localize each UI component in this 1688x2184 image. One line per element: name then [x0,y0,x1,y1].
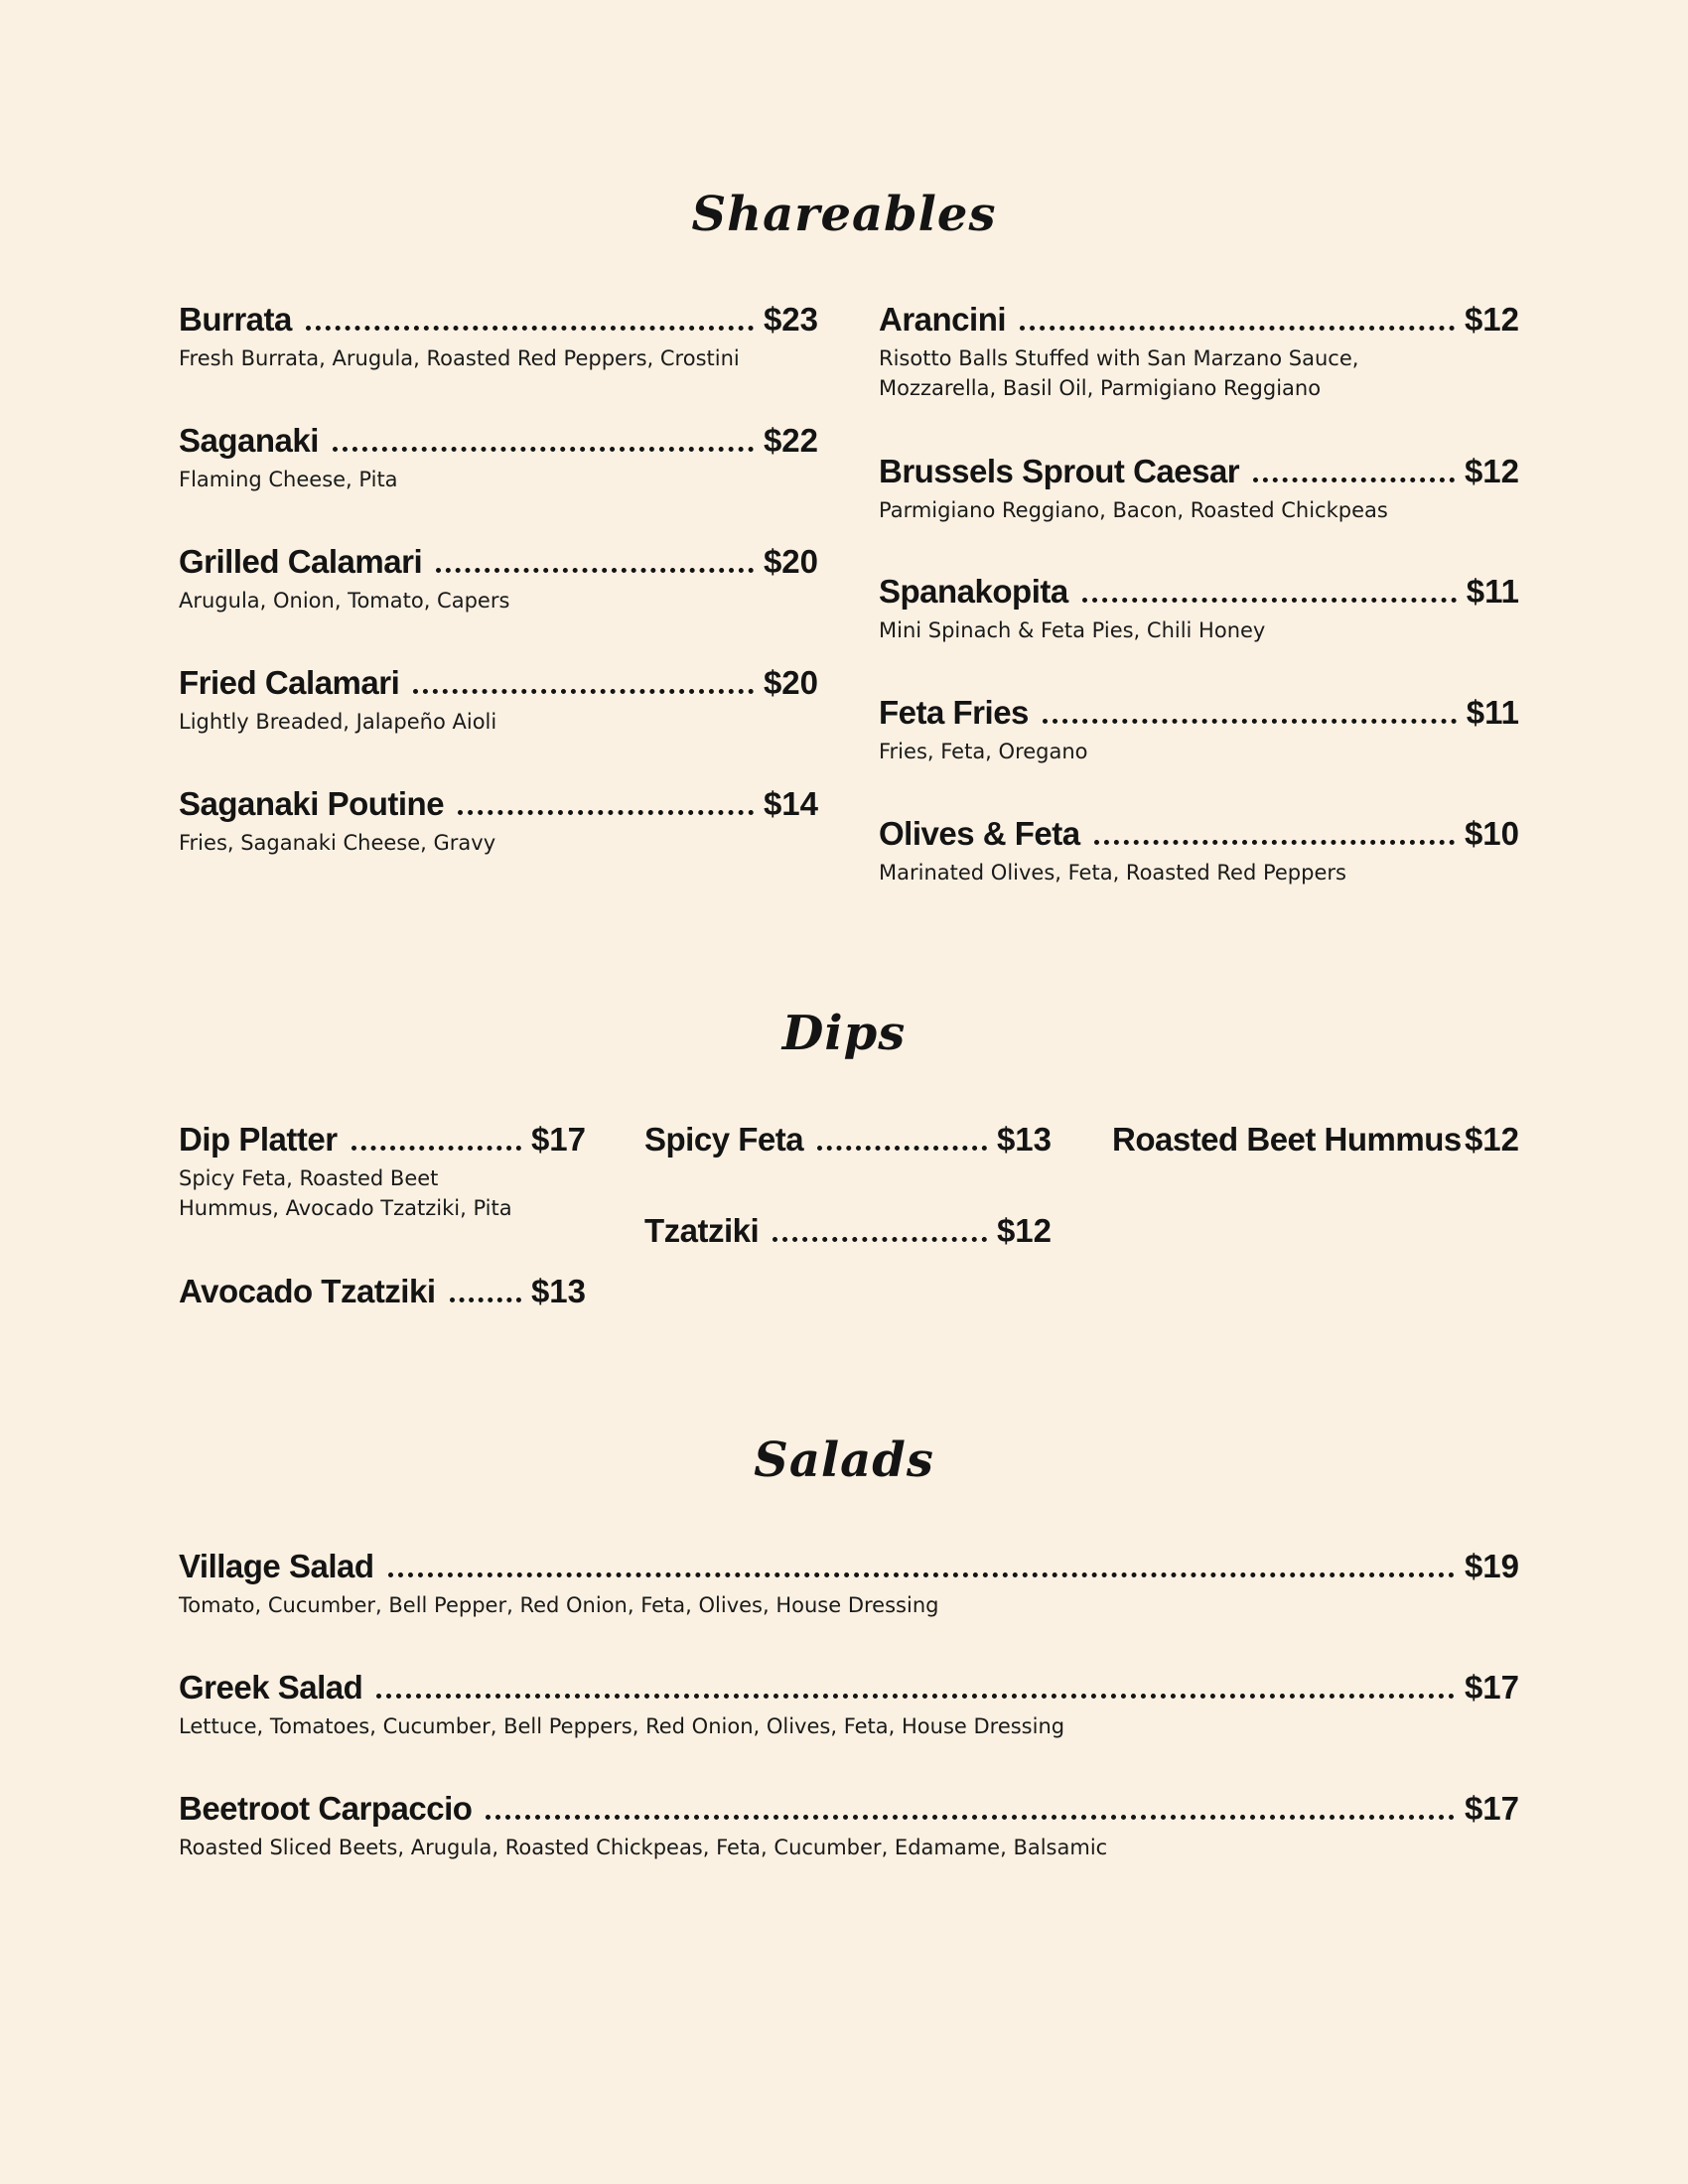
item-price: $11 [1466,694,1519,731]
item-price: $22 [763,422,818,459]
item-price: $13 [530,1273,586,1309]
dot-leader [817,1146,987,1151]
menu-item-roasted-beet-hummus [1112,1120,1519,1160]
dot-leader [773,1237,987,1242]
item-price: $12 [996,1212,1052,1249]
dot-leader [1020,326,1455,331]
item-price: $17 [530,1121,586,1158]
dot-leader [413,689,754,694]
item-name: Spanakopita [879,573,1068,610]
item-description: Fresh Burrata, Arugula, Roasted Red Peppers, Crostini [179,346,740,370]
menu-item-saganaki-poutine [179,784,818,858]
item-name: Tzatziki [644,1212,760,1249]
item-name: Avocado Tzatziki [179,1273,436,1309]
item-description: Roasted Sliced Beets, Arugula, Roasted Chickpeas, Feta, Cucumber, Edamame, Balsamic [179,1836,1108,1859]
dot-leader [1082,598,1457,603]
item-name: Arancini [879,301,1007,338]
item-description: Marinated Olives, Feta, Roasted Red Peppers [879,861,1346,885]
menu-item-dip-platter [179,1120,586,1223]
item-name: Village Salad [179,1548,374,1584]
menu-item-burrata [179,300,818,373]
dot-leader [1043,719,1457,724]
menu-item-feta-fries [879,693,1519,766]
menu-item-spanakopita [879,572,1519,645]
item-price: $10 [1464,815,1519,852]
item-price: $19 [1464,1548,1519,1584]
item-name: Saganaki [179,422,319,459]
dot-leader [306,326,754,331]
item-price: $12 [1464,1121,1519,1158]
dot-leader [436,568,754,573]
dot-leader [1253,478,1455,482]
item-name: Beetroot Carpaccio [179,1790,473,1827]
section-title-shareables: Shareables [691,187,997,242]
item-description: Mini Spinach & Feta Pies, Chili Honey [879,618,1266,642]
menu-item-saganaki [179,421,818,494]
dot-leader [450,1297,521,1302]
dot-leader [352,1146,521,1151]
item-name: Dip Platter [179,1121,338,1158]
item-price: $12 [1464,453,1519,489]
item-price: $23 [763,301,818,338]
item-description: Lightly Breaded, Jalapeño Aioli [179,710,497,734]
menu-item-beetroot-carpaccio [179,1789,1519,1862]
item-price: $12 [1464,301,1519,338]
item-price: $20 [763,543,818,580]
item-description: Flaming Cheese, Pita [179,468,398,491]
item-name: Saganaki Poutine [179,785,445,822]
dot-leader [458,810,754,815]
menu-item-grilled-calamari [179,542,818,615]
item-price: $14 [763,785,818,822]
dot-leader [333,447,754,452]
item-description: Parmigiano Reggiano, Bacon, Roasted Chickpeas [879,498,1388,522]
item-description: Spicy Feta, Roasted Beet Hummus, Avocado Tzatziki, Pita [179,1166,512,1220]
menu-item-avocado-tzatziki [179,1272,586,1311]
item-description: Lettuce, Tomatoes, Cucumber, Bell Peppers, Red Onion, Olives, Feta, House Dressing [179,1714,1065,1738]
item-description: Risotto Balls Stuffed with San Marzano Sauce, Mozzarella, Basil Oil, Parmigiano Reggiano [879,346,1359,400]
menu-item-fried-calamari [179,663,818,737]
item-name: Grilled Calamari [179,543,423,580]
item-name: Burrata [179,301,292,338]
section-title-dips: Dips [781,1006,907,1061]
dot-leader [376,1694,1455,1699]
dot-leader [388,1572,1455,1577]
item-description: Tomato, Cucumber, Bell Pepper, Red Onion, Feta, Olives, House Dressing [179,1593,939,1617]
dot-leader [486,1815,1455,1820]
item-name: Olives & Feta [879,815,1080,852]
item-description: Fries, Saganaki Cheese, Gravy [179,831,496,855]
item-name: Greek Salad [179,1669,363,1706]
menu-item-olives-feta [879,814,1519,887]
menu-item-brussels-sprout-caesar [879,452,1519,525]
item-name: Feta Fries [879,694,1029,731]
item-price: $17 [1464,1790,1519,1827]
menu-item-tzatziki [644,1211,1052,1251]
menu-item-spicy-feta [644,1120,1052,1160]
item-price: $11 [1466,573,1519,610]
item-price: $17 [1464,1669,1519,1706]
item-price: $13 [996,1121,1052,1158]
item-name: Roasted Beet Hummus [1112,1121,1462,1158]
item-description: Arugula, Onion, Tomato, Capers [179,589,510,613]
item-name: Spicy Feta [644,1121,804,1158]
menu-item-arancini [879,300,1519,403]
menu-item-village-salad [179,1547,1519,1620]
menu-item-greek-salad [179,1668,1519,1741]
item-name: Brussels Sprout Caesar [879,453,1240,489]
item-description: Fries, Feta, Oregano [879,740,1088,763]
item-price: $20 [763,664,818,701]
dot-leader [1094,840,1455,845]
section-title-salads: Salads [754,1433,934,1488]
item-name: Fried Calamari [179,664,400,701]
